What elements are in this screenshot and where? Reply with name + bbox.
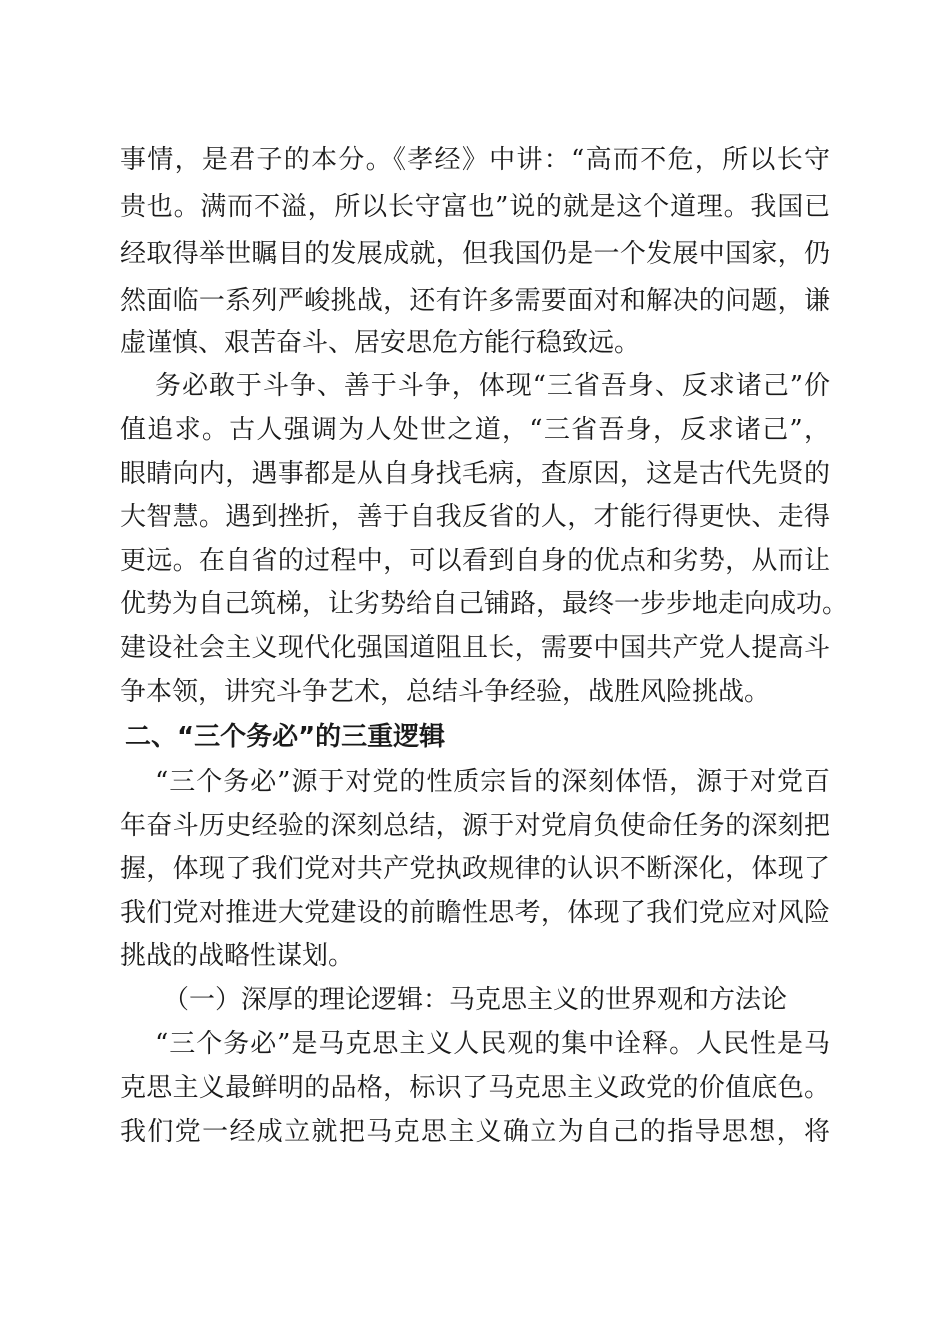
text-line: 挑战的战略性谋划。	[120, 941, 355, 971]
text-line: 建设社会主义现代化强国道阻且长，需要中国共产党人提高斗	[120, 633, 830, 663]
subsection-heading: （一）深厚的理论逻辑：马克思主义的世界观和方法论	[163, 985, 788, 1015]
paragraph-first-line: “三个务必”源于对党的性质宗旨的深刻体悟，源于对党百	[155, 767, 830, 797]
text-line: 优势为自己筑梯，让劣势给自己铺路，最终一步步地走向成功。	[120, 589, 849, 619]
text-line: 更远。在自省的过程中，可以看到自身的优点和劣势，从而让	[120, 546, 830, 576]
text-line: 经取得举世瞩目的发展成就，但我国仍是一个发展中国家，仍	[120, 239, 830, 269]
text-line: 克思主义最鲜明的品格，标识了马克思主义政党的价值底色。	[120, 1073, 830, 1103]
text-line: 事情，是君子的本分。《孝经》中讲：“高而不危，所以长守	[120, 145, 830, 175]
text-line: 大智慧。遇到挫折，善于自我反省的人，才能行得更快、走得	[120, 502, 830, 532]
paragraph-first-line: “三个务必”是马克思主义人民观的集中诠释。人民性是马	[155, 1029, 830, 1059]
text-line: 眼睛向内，遇事都是从自身找毛病，查原因，这是古代先贤的	[120, 459, 830, 489]
text-line: 虚谨慎、艰苦奋斗、居安思危方能行稳致远。	[120, 328, 641, 358]
text-line: 我们党一经成立就把马克思主义确立为自己的指导思想，将	[120, 1117, 830, 1147]
text-line: 值追求。古人强调为人处世之道，“三省吾身，反求诸己”，	[120, 415, 830, 445]
text-line: 年奋斗历史经验的深刻总结，源于对党肩负使命任务的深刻把	[120, 811, 830, 841]
text-line: 我们党对推进大党建设的前瞻性思考，体现了我们党应对风险	[120, 898, 830, 928]
text-line: 握，体现了我们党对共产党执政规律的认识不断深化，体现了	[120, 854, 830, 884]
text-line: 然面临一系列严峻挑战，还有许多需要面对和解决的问题，谦	[120, 286, 830, 316]
paragraph-first-line: 务必敢于斗争、善于斗争，体现“三省吾身、反求诸己”价	[155, 371, 830, 401]
text-line: 争本领，讲究斗争艺术，总结斗争经验，战胜风险挑战。	[120, 677, 771, 707]
text-line: 贵也。满而不溢，所以长守富也”说的就是这个道理。我国已	[120, 192, 830, 222]
section-heading: 二、“三个务必”的三重逻辑	[125, 722, 446, 752]
